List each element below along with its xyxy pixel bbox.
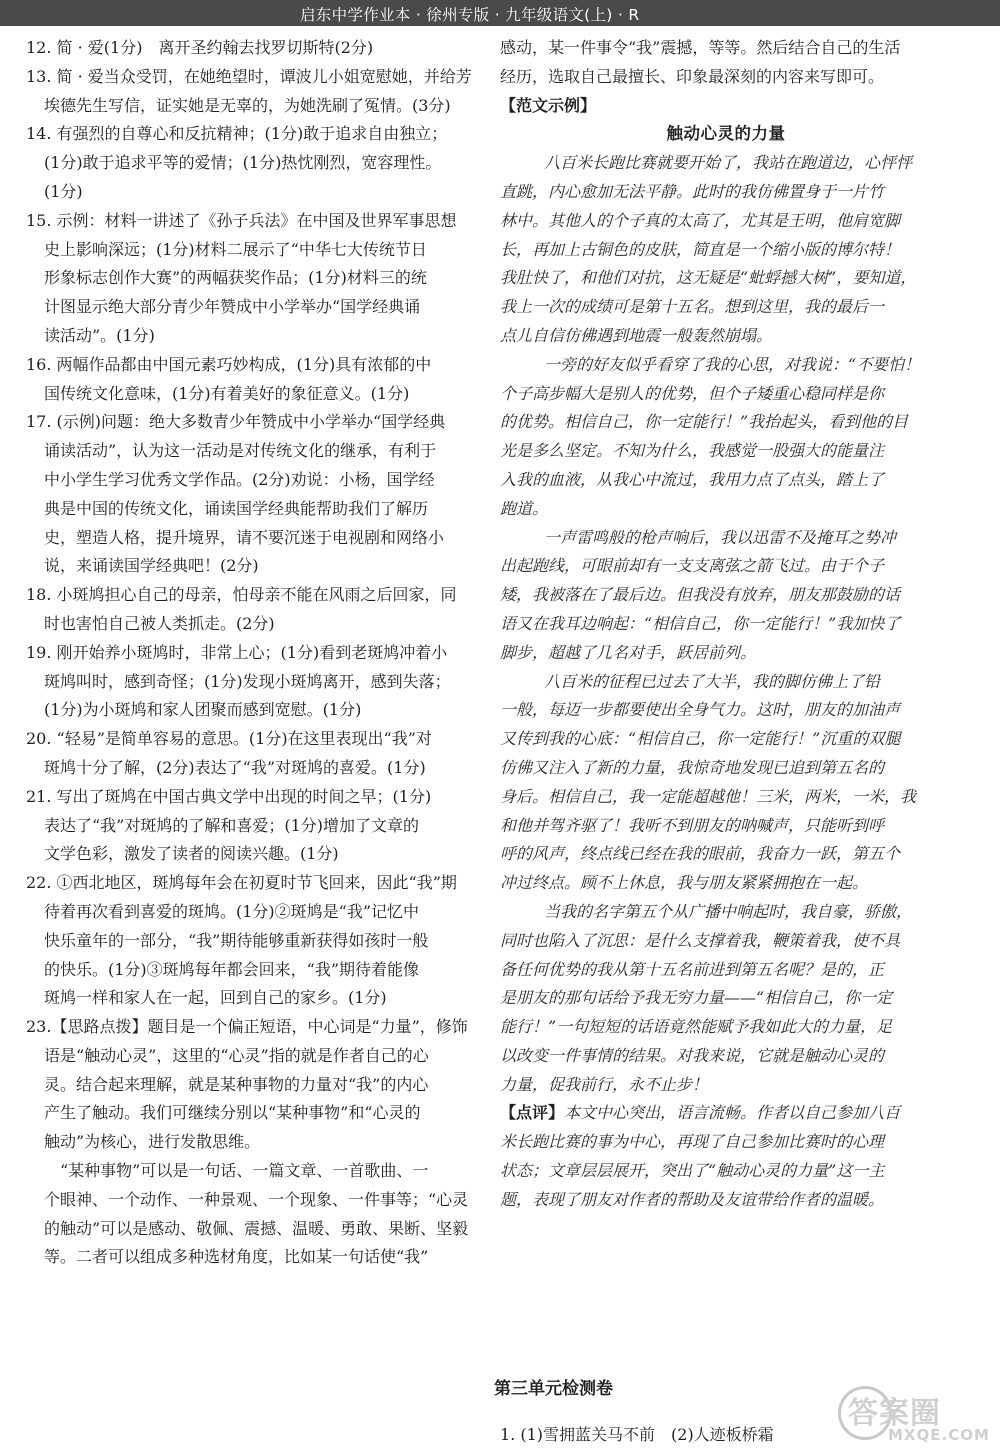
answer-line: 18. 小斑鸠担心自己的母亲，怕母亲不能在风雨之后回家，同 — [26, 585, 457, 605]
answer-line: 的触动”可以是感动、敬佩、震撼、温暖、勇敢、果断、坚毅 — [44, 1218, 469, 1238]
answer-line: 产生了触动。我们可继续分别以“某种事物”和“心灵的 — [44, 1103, 421, 1123]
essay-line: 出起跑线，可眼前却有一支支离弦之箭飞过。由于个子 — [500, 556, 885, 576]
answer-line: 的快乐。(1分)③斑鸠每年都会回来，“我”期待着能像 — [44, 959, 420, 979]
essay-line: 是朋友的那句话给予我无穷力量——“相信自己，你一定 — [500, 988, 893, 1008]
answer-line: 斑鸠叫时，感到奇怪；(1分)发现小斑鸠离开，感到失落； — [44, 671, 451, 691]
answer-line: 1. (1)雪拥蓝关马不前 (2)人迹板桥霜 — [500, 1425, 774, 1444]
essay-line: 光是多么坚定。不知为什么，我感觉一股强大的能量注 — [500, 441, 885, 461]
essay-line: 跑道。 — [500, 498, 549, 518]
essay-line: 以改变一件事情的结果。对我来说，它就是触动心灵的 — [500, 1045, 885, 1065]
answer-line: 22. ①西北地区，斑鸠每年会在初夏时节飞回来，因此“我”期 — [26, 873, 457, 893]
essay-line: 语又在我耳边响起：“相信自己，你一定能行！”我加快了 — [500, 613, 901, 633]
answer-line: 21. 写出了斑鸠在中国古典文学中出现的时间之早；(1分) — [26, 786, 432, 806]
essay-line: 仿佛又注入了新的力量，我惊奇地发现已追到第五名的 — [500, 757, 885, 777]
review-line: 状态；文章层层展开，突出了“触动心灵的力量”这一主 — [500, 1161, 885, 1181]
answer-line: 典是中国的传统文化，诵读国学经典能帮助我们了解历 — [44, 498, 429, 518]
answer-line: 触动”为核心，进行发散思维。 — [44, 1132, 261, 1152]
answer-line: 待着再次看到喜爱的斑鸠。(1分)②斑鸠是“我”记忆中 — [44, 901, 420, 921]
essay-line: 我肚快了，和他们对抗，这无疑是“蚍蜉撼大树”，要知道， — [500, 268, 917, 288]
answer-line: 17. (示例)问题：绝大多数青少年赞成中小学举办“国学经典 — [26, 412, 446, 432]
watermark-logo — [838, 1386, 988, 1448]
answer-line: 灵。结合起来理解，就是某种事物的力量对“我”的内心 — [44, 1074, 429, 1094]
answer-line: (1分) — [44, 181, 83, 201]
review-line: 题，表现了朋友对作者的帮助及友谊带给作者的温暖。 — [500, 1189, 885, 1209]
essay-line: 一声雷鸣般的枪声响后，我以迅雷不及掩耳之势冲 — [544, 527, 897, 547]
answer-line: (1分)为小斑鸠和家人团聚而感到宽慰。(1分) — [44, 700, 362, 720]
essay-line: 八百米的征程已过去了大半，我的脚仿佛上了铅 — [544, 671, 881, 691]
answer-line: “某种事物”可以是一句话、一篇文章、一首歌曲、一 — [60, 1161, 429, 1181]
answer-line: 13. 简 · 爱当众受罚，在她绝望时，谭波儿小姐宽慰她，并给芳 — [26, 66, 472, 86]
essay-line: 当我的名字第五个从广播中响起时，我自豪，骄傲， — [544, 901, 913, 921]
essay-title: 触动心灵的力量 — [666, 124, 786, 144]
answer-line: 20. “轻易”是简单容易的意思。(1分)在这里表现出“我”对 — [26, 729, 432, 749]
essay-line: 呼的风声，终点线已经在我的眼前，我奋力一跃，第五个 — [500, 844, 901, 864]
answer-line: 说，来诵读国学经典吧！(2分) — [44, 556, 259, 576]
essay-line: 力量，促我前行，永不止步！ — [500, 1074, 709, 1094]
essay-line: 我上一次的成绩可是第十五名。想到这里，我的最后一 — [500, 297, 885, 317]
essay-line: 同时也陷入了沉思：是什么支撑着我，鞭策着我，使不具 — [500, 930, 901, 950]
answer-line: 国传统文化意味，(1分)有着美好的象征意义。(1分) — [44, 383, 410, 403]
answer-line: 时也害怕自己被人类抓走。(2分) — [44, 613, 275, 633]
essay-line: 点儿自信仿佛遇到地震一般轰然崩塌。 — [500, 325, 773, 345]
answer-line: 史，塑造人格，提升境界，请不要沉迷于电视剧和网络小 — [44, 527, 445, 547]
right-column — [500, 34, 952, 1215]
answer-line: 16. 两幅作品都由中国元素巧妙构成，(1分)具有浓郁的中 — [26, 354, 432, 374]
answer-line: 快乐童年的一部分，“我”期待能够重新获得如孩时一般 — [44, 930, 429, 950]
review-line: 米长跑比赛的事为中心，再现了自己参加比赛时的心理 — [500, 1132, 885, 1152]
answer-line: 计图显示绝大部分青少年赞成中小学举办“国学经典诵 — [44, 297, 421, 317]
answer-line: 等。二者可以组成多种选材角度，比如某一句话使“我” — [44, 1247, 429, 1267]
essay-line: 林中。其他人的个子真的太高了，尤其是王明，他肩宽脚 — [500, 210, 901, 230]
essay-line: 脚步，超越了几名对手，跃居前列。 — [500, 642, 757, 662]
left-column — [26, 34, 474, 1272]
intro-line: 经历，选取自己最擅长、印象最深刻的内容来写即可。 — [500, 66, 885, 86]
essay-line: 又传到我的心底：“相信自己，你一定能行！”沉重的双腿 — [500, 729, 901, 749]
answer-line: 文学色彩，激发了读者的阅读兴趣。(1分) — [44, 844, 339, 864]
essay-line: 备任何优势的我从第十五名前进到第五名呢？是的，正 — [500, 959, 885, 979]
watermark-text: 答案圈 — [848, 1396, 941, 1431]
page-header — [0, 0, 1000, 26]
essay-line: 一般，每迈一步都要使出全身气力。这时，朋友的加油声 — [500, 700, 901, 720]
answer-line: 12. 简 · 爱(1分) 离开圣约翰去找罗切斯特(2分) — [26, 38, 374, 57]
intro-line: 感动，某一件事令“我”震撼，等等。然后结合自己的生活 — [500, 38, 901, 57]
answer-line: (1分)敢于追求平等的爱情；(1分)热忱刚烈，宽容理性。 — [44, 153, 442, 173]
answer-line: 中小学生学习优秀文学作品。(2分)劝说：小杨，国学经 — [44, 469, 435, 489]
header-title: 启东中学作业本 · 徐州专版 · 九年级语文(上) · R — [300, 6, 640, 24]
review-text: 本文中心突出，语言流畅。作者以自己参加八百 — [564, 1103, 901, 1123]
essay-line: 一旁的好友似乎看穿了我的心思，对我说：“不要怕！ — [544, 354, 921, 374]
essay-line: 长，再加上古铜色的皮肤，简直是一个缩小版的博尔特！ — [500, 239, 901, 259]
essay-line: 和他并驾齐驱了！我听不到朋友的呐喊声，只能听到呼 — [500, 815, 885, 835]
answer-line: 语是“触动心灵”，这里的“心灵”指的就是作者自己的心 — [44, 1045, 429, 1065]
essay-line: 个子高步幅大是别人的优势，但个子矮重心稳同样是你 — [500, 383, 885, 403]
review-line — [500, 1099, 952, 1128]
essay-line: 身后。相信自己，我一定能超越他！三米，两米，一米，我 — [500, 786, 917, 806]
essay-line: 冲过终点。顾不上休息，我与朋友紧紧拥抱在一起。 — [500, 873, 869, 893]
essay-line: 八百米长跑比赛就要开始了，我站在跑道边，心怦怦 — [544, 153, 913, 173]
answer-line: 诵读活动”，认为这一活动是对传统文化的继承，有利于 — [44, 441, 437, 461]
essay-line: 矮，我被落在了最后边。但我没有放弃，朋友那鼓励的话 — [500, 585, 901, 605]
essay-line: 能行！”一句短短的话语竟然能赋予我如此大的力量，足 — [500, 1017, 893, 1037]
answer-line: 15. 示例：材料一讲述了《孙子兵法》在中国及世界军事思想 — [26, 210, 457, 230]
answer-line: 史上影响深远；(1分)材料二展示了“中华七大传统节日 — [44, 239, 427, 259]
answer-line: 读活动”。(1分) — [44, 325, 155, 345]
answer-line: 14. 有强烈的自尊心和反抗精神；(1分)敢于追求自由独立； — [26, 124, 448, 144]
essay-line: 的优势。相信自己，你一定能行！”我抬起头，看到他的目 — [500, 412, 909, 432]
watermark-url: MXQE.COM — [888, 1426, 990, 1444]
answer-line: 个眼神、一个动作、一种景观、一个现象、一件事等；“心灵 — [44, 1189, 469, 1209]
essay-line: 入我的血液，从我心中流过，我用力点了点头，踏上了 — [500, 469, 885, 489]
sample-essay-tag: 【范文示例】 — [500, 95, 597, 115]
answer-line: 斑鸠十分了解，(2分)表达了“我”对斑鸠的喜爱。(1分) — [44, 757, 426, 777]
answer-line: 形象标志创作大赛”的两幅获奖作品；(1分)材料三的统 — [44, 268, 427, 288]
unit-heading: 第三单元检测卷 — [494, 1379, 613, 1399]
review-tag: 【点评】 — [500, 1103, 565, 1123]
essay-body — [500, 149, 952, 1099]
answer-line: 23.【思路点拨】题目是一个偏正短语，中心词是“力量”，修饰 — [26, 1017, 468, 1037]
answer-line: 表达了“我”对斑鸠的了解和喜爱；(1分)增加了文章的 — [44, 815, 420, 835]
answer-line: 19. 刚开始养小斑鸠时，非常上心；(1分)看到老斑鸠冲着小 — [26, 642, 448, 662]
sample-essay-label — [500, 92, 952, 121]
answer-line: 斑鸠一样和家人在一起，回到自己的家乡。(1分) — [44, 988, 387, 1008]
essay-line: 直跳，内心愈加无法平静。此时的我仿佛置身于一片竹 — [500, 181, 885, 201]
answer-line: 埃德先生写信，证实她是无辜的，为她洗刷了冤情。(3分) — [44, 95, 451, 115]
